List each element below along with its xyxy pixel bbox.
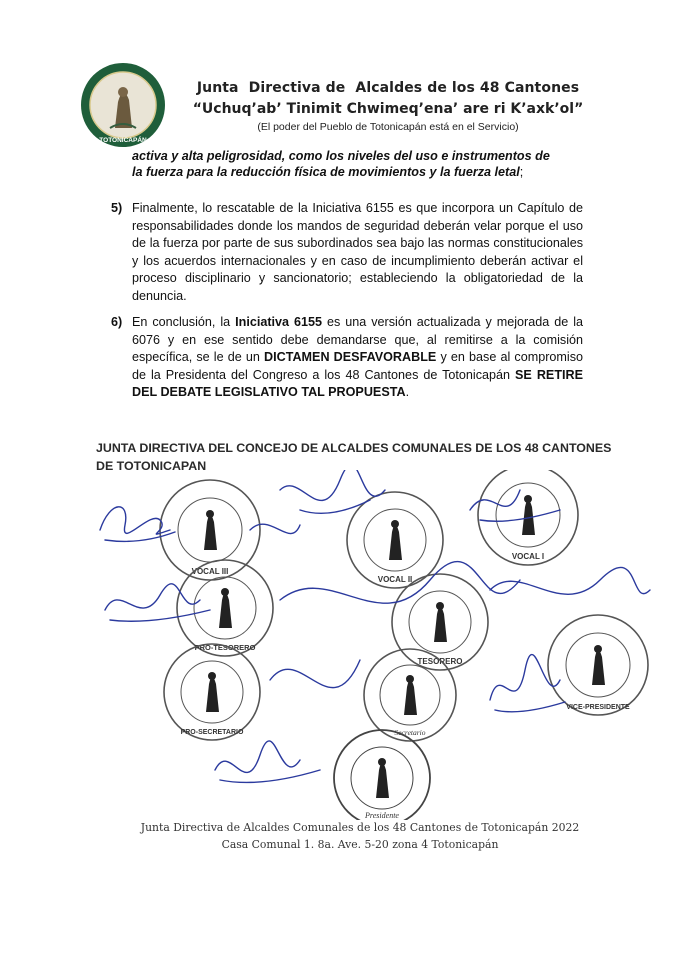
header-word-junta: Junta [196, 80, 239, 96]
stamp-label: PRO-TESORERO [194, 643, 256, 652]
text-run: En conclusión, la [132, 315, 236, 329]
signature-heading-line1: JUNTA DIRECTIVA DEL CONCEJO DE ALCALDES COMUNALES DE LOS 48 CANTONES [96, 441, 612, 455]
header-title-line2: “Uchuq’ab’ Tinimit Chwimeq’ena’ are ri K’axk’ol” [192, 101, 584, 117]
item-text: Finalmente, lo rescatable de la Iniciativa 6155 es que incorpora un Capítulo de responsabilidades donde los mandos de seguridad deberán velar porque el uso de la fuerza por parte de sus subordinados sea bajo las normas constitucionales y los acuerdos internacionales y en caso de incumplimiento deberán activar el proceso disciplinario y sancionatorio; estableciendo la obligatoriedad de la denuncia. [132, 201, 583, 303]
stamp-label: VOCAL III [191, 567, 229, 576]
bold-run: Iniciativa 6155 [235, 315, 323, 329]
bold-run: DICTAMEN DESFAVORABLE [264, 350, 437, 364]
municipal-seal-logo [80, 62, 166, 148]
signature-heading-line2: DE TOTONICAPAN [96, 459, 207, 473]
item-number: 6) [111, 315, 123, 329]
stamps-and-signatures [0, 470, 675, 820]
stamp-tesorero [392, 574, 488, 670]
stamp-vice-presidente [548, 615, 648, 715]
stamp-secretario [364, 649, 456, 741]
text-run: es una versión actualizada y mejorada de la 6076 y en ese sentido debe demandarse que, al remitirse a la comisión específica, se le de un [132, 315, 583, 364]
text-run: y en base al compromiso de la Presidenta del Congreso a los 48 Cantones de Totonicapán [132, 350, 583, 382]
carryover-paragraph [132, 149, 582, 180]
item-text [132, 314, 583, 402]
stamp-label: TESORERO [417, 657, 463, 666]
header-word-directiva: Directiva de [248, 80, 346, 96]
carryover-line2 [132, 165, 582, 181]
logo-text: TOTONICAPÁN [99, 137, 147, 144]
stamp-label: PRO-SECRETARIO [180, 729, 244, 736]
item-number: 5) [111, 201, 123, 215]
header-title-line1 [168, 80, 608, 96]
stamp-label: VOCAL II [377, 575, 413, 584]
stamp-label: Secretario [394, 728, 426, 737]
header-motto: (El poder del Pueblo de Totonicapán está en el Servicio) [257, 121, 519, 133]
stamp-label: Presidente [365, 811, 399, 820]
text-run: . [405, 385, 410, 399]
carryover-line1: activa y alta peligrosidad, como los niveles del uso e instrumentos de [132, 149, 550, 163]
list-item-5 [111, 200, 583, 305]
footer-line2: Casa Comunal 1. 8a. Ave. 5-20 zona 4 Totonicapán [221, 838, 499, 851]
stamp-pro-secretario [164, 644, 260, 740]
stamp-presidente [334, 730, 430, 820]
stamp-vocal-2 [347, 492, 443, 588]
stamp-label: VOCAL I [511, 552, 545, 561]
header-word-alcaldes: Alcaldes de los 48 Cantones [355, 80, 580, 96]
stamp-label: VICE-PRESIDENTE [566, 704, 630, 711]
carryover-end: ; [519, 164, 524, 179]
list-item-6 [111, 314, 583, 402]
bold-run: SE RETIRE DEL DEBATE LEGISLATIVO TAL PROPUESTA [132, 367, 584, 399]
carryover-line2-text: la fuerza para la reducción física de movimientos y la fuerza letal [132, 164, 520, 179]
footer-line1: Junta Directiva de Alcaldes Comunales de los 48 Cantones de Totonicapán 2022 [140, 821, 580, 834]
